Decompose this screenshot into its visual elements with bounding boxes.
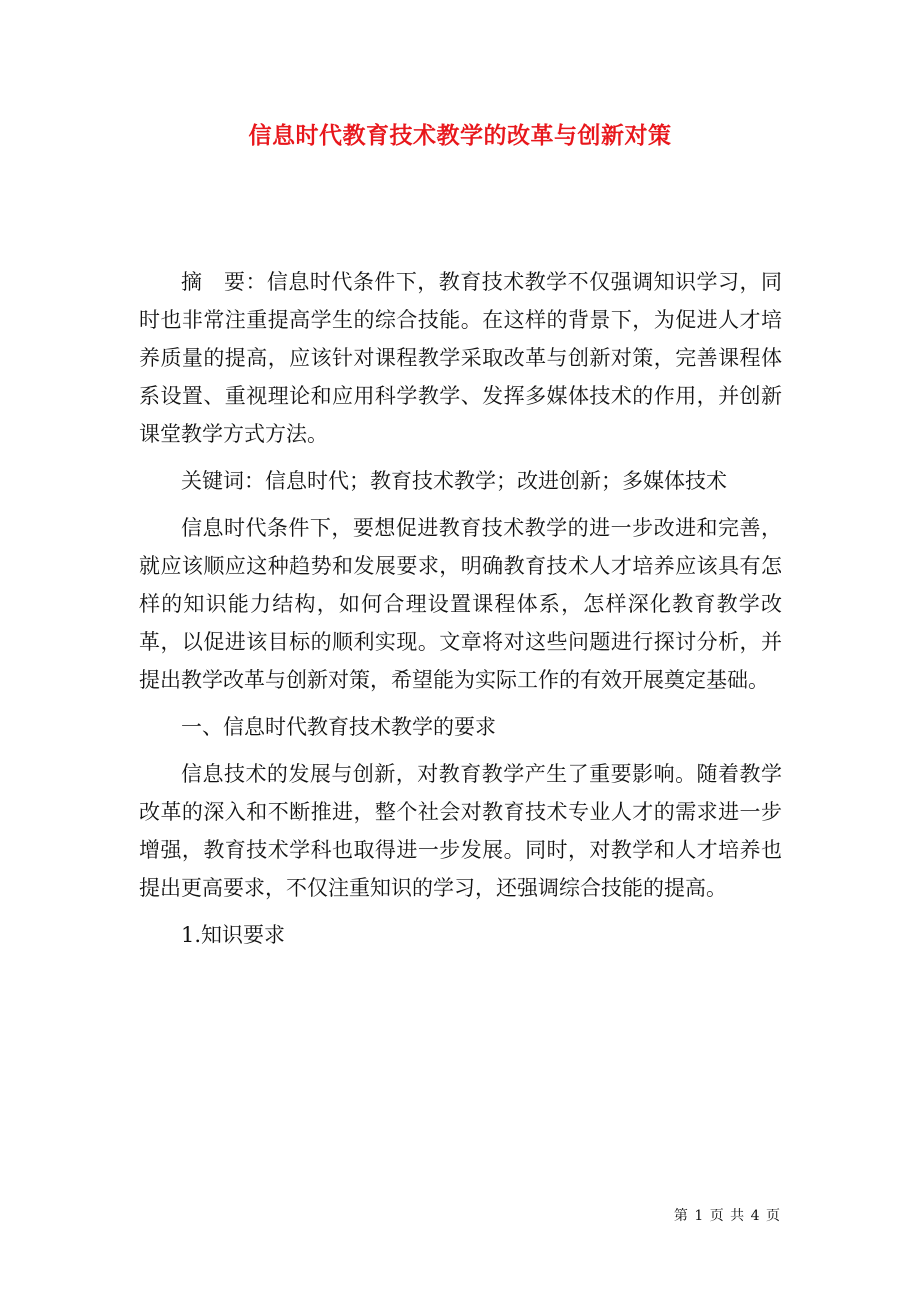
document-title: 信息时代教育技术教学的改革与创新对策 [248, 122, 672, 149]
document-body [139, 263, 782, 963]
section-heading-1: 一、信息时代教育技术教学的要求 [181, 715, 496, 739]
subsection-heading-1-1: 1.知识要求 [181, 923, 286, 947]
page-number-footer: 第 1 页 共 4 页 [673, 1208, 781, 1224]
keywords-paragraph: 关键词：信息时代；教育技术教学；改进创新；多媒体技术 [181, 469, 727, 493]
intro-paragraph: 信息时代条件下，要想促进教育技术教学的进一步改进和完善，就应该顺应这种趋势和发展要求，明确教育技术人才培养应该具有怎样的知识能力结构，如何合理设置课程体系，怎样深化教育教学改革，以促进该目标的顺利实现。文章将对这些问题进行探讨分析，并提出教学改革与创新对策，希望能为实际工作的有效开展奠定基础。 [139, 516, 782, 692]
section-1-paragraph: 信息技术的发展与创新，对教育教学产生了重要影响。随着教学改革的深入和不断推进，整个社会对教育技术专业人才的需求进一步增强，教育技术学科也取得进一步发展。同时，对教学和人才培养也提出更高要求，不仅注重知识的学习，还强调综合技能的提高。 [139, 762, 782, 900]
abstract-paragraph: 摘 要：信息时代条件下，教育技术教学不仅强调知识学习，同时也非常注重提高学生的综合技能。在这样的背景下，为促进人才培养质量的提高，应该针对课程教学采取改革与创新对策，完善课程体系设置、重视理论和应用科学教学、发挥多媒体技术的作用，并创新课堂教学方式方法。 [139, 270, 782, 446]
